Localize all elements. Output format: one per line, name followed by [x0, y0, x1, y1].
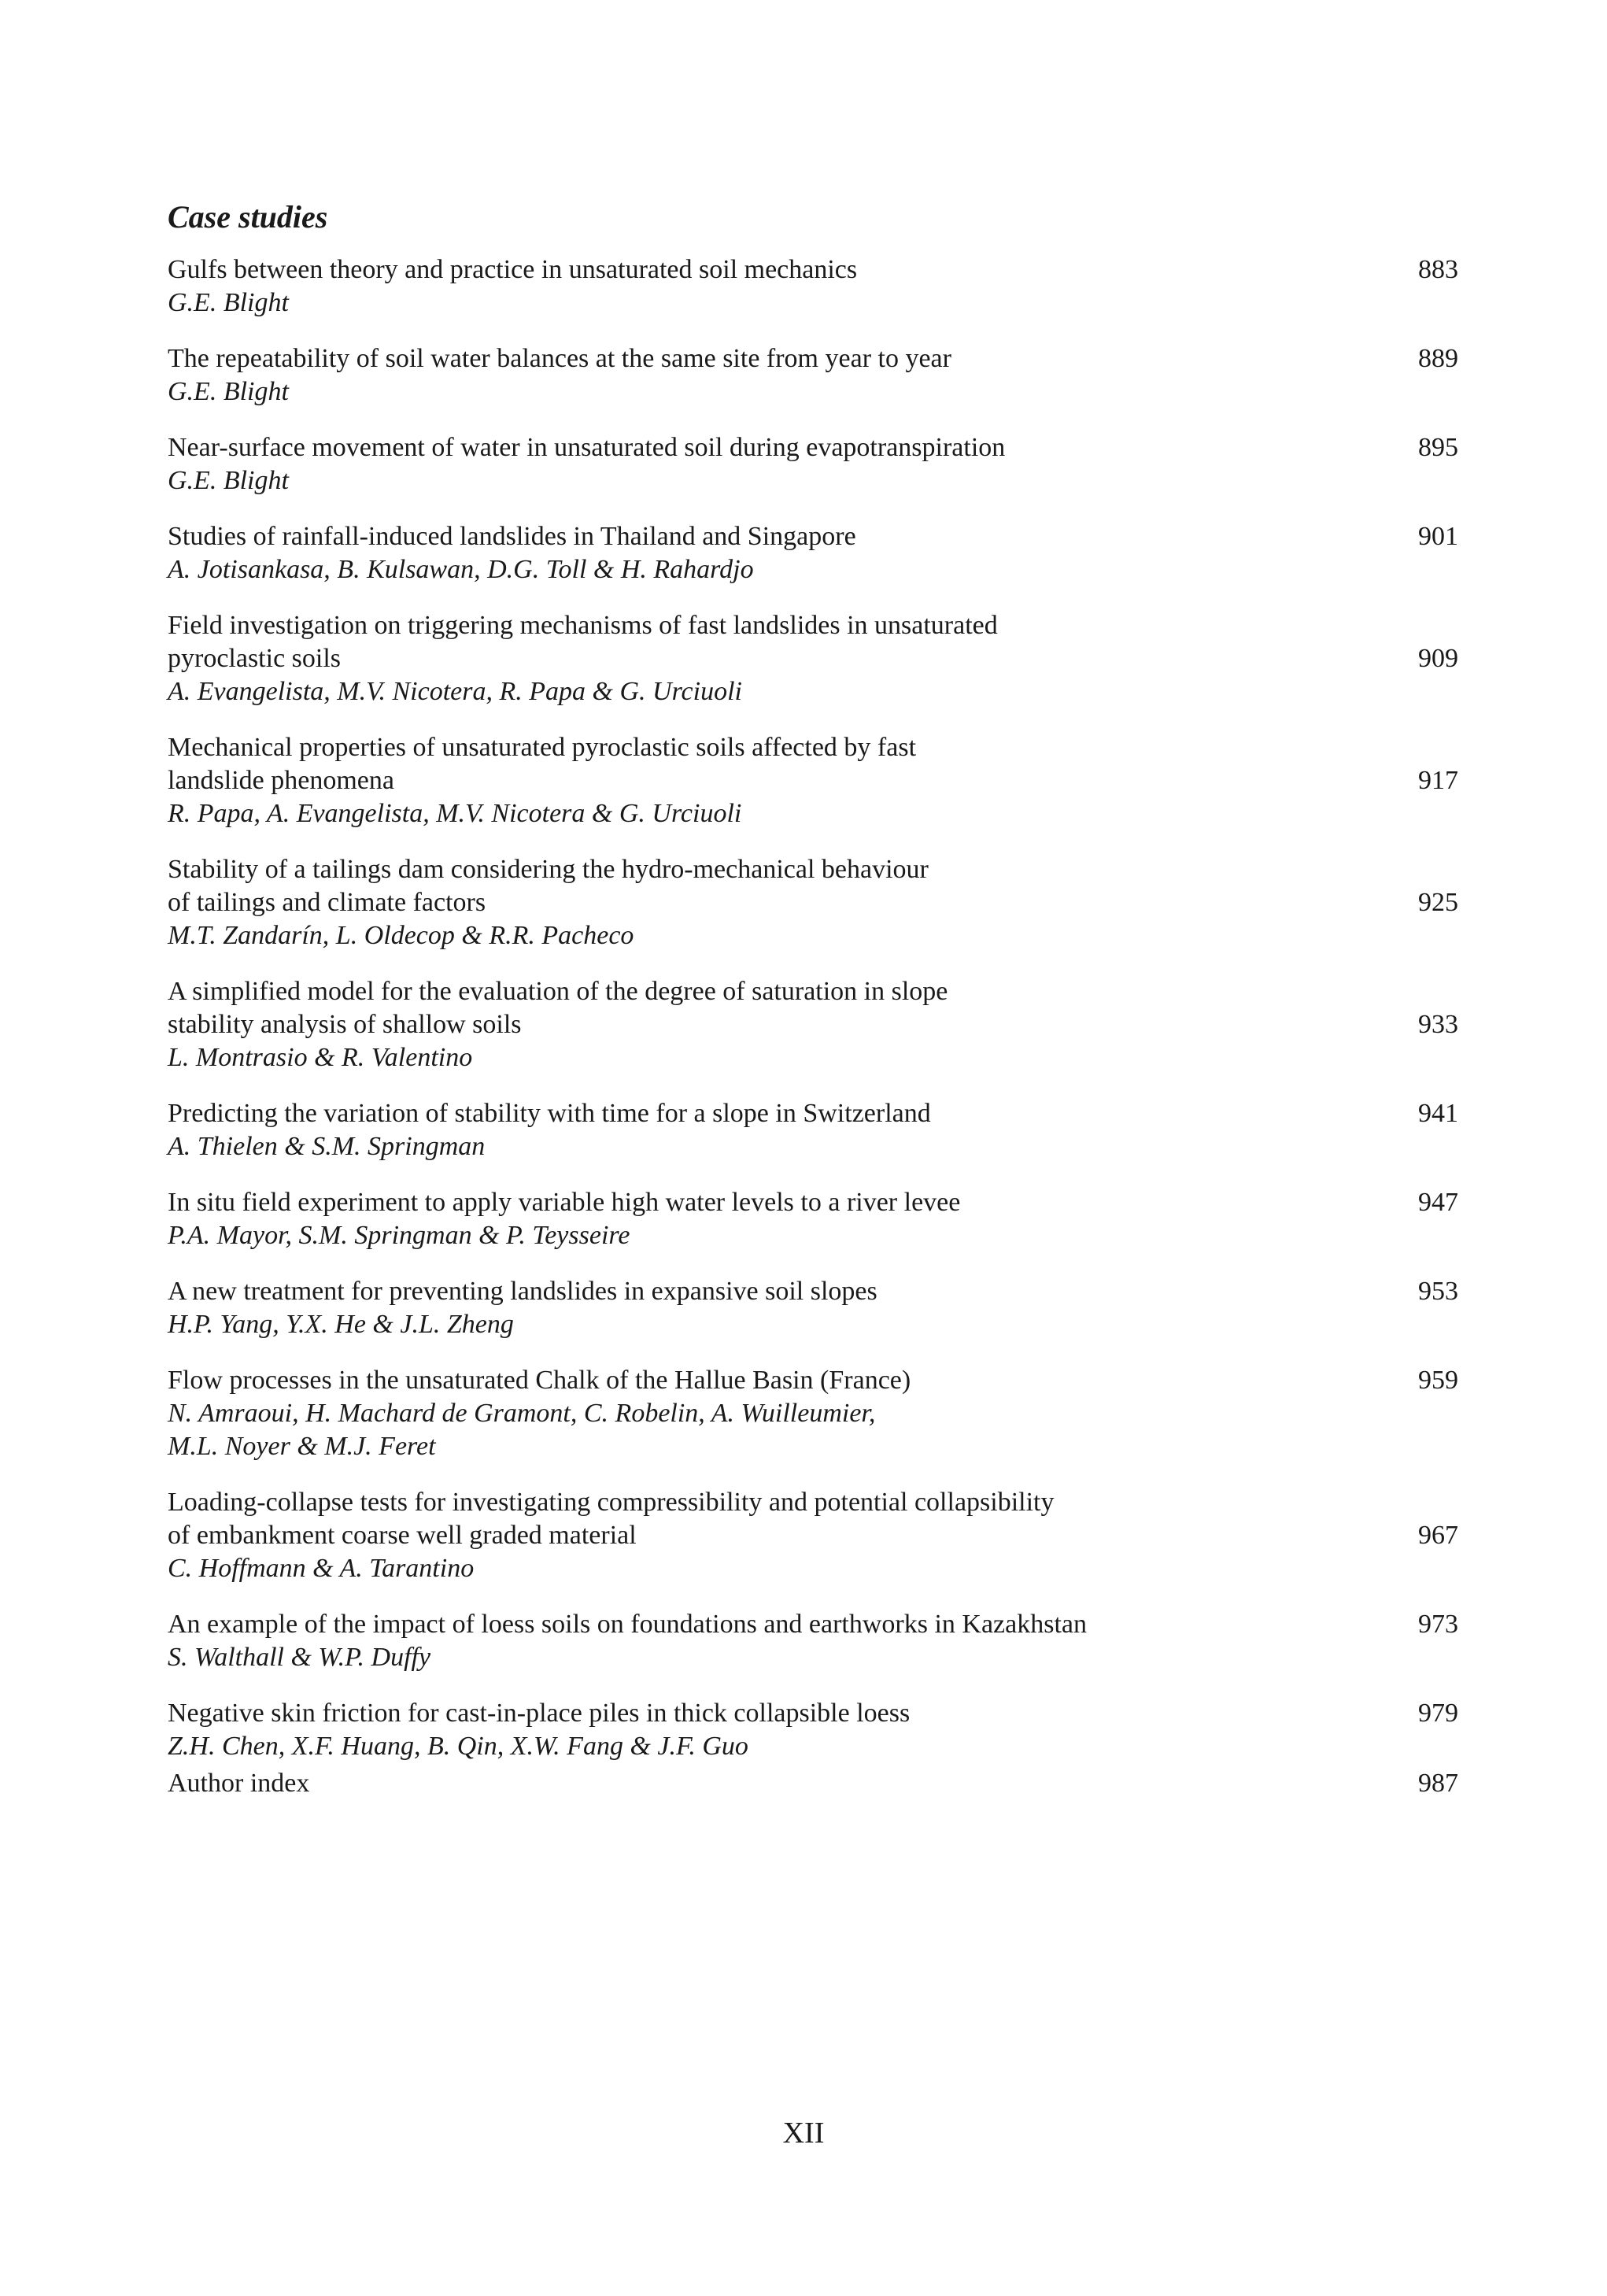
entry-authors: R. Papa, A. Evangelista, M.V. Nicotera & G. Urciuoli	[168, 799, 742, 828]
entry-title-line: pyroclastic soils	[168, 644, 342, 673]
entry-authors-line: N. Amraoui, H. Machard de Gramont, C. Robelin, A. Wuilleumier,	[168, 1399, 876, 1428]
entry-authors: C. Hoffmann & A. Tarantino	[168, 1554, 475, 1583]
entry-title: Negative skin friction for cast-in-place piles in thick collapsible loess	[168, 1699, 911, 1728]
entry-page-number: 941	[1418, 1099, 1458, 1128]
entry-title-line: Mechanical properties of unsaturated pyroclastic soils affected by fast	[168, 733, 917, 762]
entry-page-number: 967	[1418, 1521, 1458, 1550]
entry-page-number: 901	[1418, 522, 1458, 551]
entry-page-number: 959	[1418, 1366, 1458, 1395]
entry-title-line: of tailings and climate factors	[168, 888, 486, 917]
author-index-page-number: 987	[1418, 1769, 1458, 1798]
toc-entry	[168, 1486, 1458, 1585]
entry-page-number: 947	[1418, 1188, 1458, 1217]
toc-entry	[168, 1364, 1458, 1463]
entry-title-line: Field investigation on triggering mechanisms of fast landslides in unsaturated	[168, 611, 998, 640]
entry-title: The repeatability of soil water balances at the same site from year to year	[168, 344, 951, 373]
entry-page-number: 953	[1418, 1277, 1458, 1306]
toc-entry	[168, 1608, 1458, 1674]
entry-title: Flow processes in the unsaturated Chalk of the Hallue Basin (France)	[168, 1366, 911, 1395]
entry-page-number: 925	[1418, 888, 1458, 917]
entry-page-number: 883	[1418, 255, 1458, 284]
entry-authors: G.E. Blight	[168, 466, 289, 495]
entry-title-line: A simplified model for the evaluation of the degree of saturation in slope	[168, 977, 948, 1006]
entry-title-line: Stability of a tailings dam considering the hydro-mechanical behaviour	[168, 855, 929, 884]
entry-authors-line: M.L. Noyer & M.J. Feret	[168, 1432, 436, 1461]
entry-title-line: of embankment coarse well graded material	[168, 1521, 637, 1550]
toc-entry	[168, 731, 1458, 830]
entry-authors: S. Walthall & W.P. Duffy	[168, 1643, 431, 1672]
entry-title: Studies of rainfall-induced landslides in Thailand and Singapore	[168, 522, 856, 551]
toc-entry	[168, 253, 1458, 320]
toc-entry	[168, 1097, 1458, 1163]
entry-title-line: Loading-collapse tests for investigating compressibility and potential collapsibility	[168, 1488, 1055, 1517]
author-index-entry	[168, 1767, 1458, 1800]
entry-title-line: landslide phenomena	[168, 766, 394, 795]
entry-title-line: stability analysis of shallow soils	[168, 1010, 522, 1039]
toc-entry	[168, 1186, 1458, 1252]
author-index-label: Author index	[168, 1769, 310, 1798]
entry-page-number: 889	[1418, 344, 1458, 373]
entry-title: An example of the impact of loess soils on foundations and earthworks in Kazakhstan	[168, 1610, 1088, 1639]
entry-authors: M.T. Zandarín, L. Oldecop & R.R. Pacheco	[168, 921, 634, 950]
toc-entry	[168, 1697, 1458, 1763]
toc-entry	[168, 342, 1458, 409]
entry-title: In situ field experiment to apply variable high water levels to a river levee	[168, 1188, 961, 1217]
entry-title: A new treatment for preventing landslides in expansive soil slopes	[168, 1277, 877, 1306]
entry-title: Gulfs between theory and practice in unsaturated soil mechanics	[168, 255, 858, 284]
toc-entry	[168, 975, 1458, 1074]
section-heading: Case studies	[168, 199, 328, 235]
entry-authors: G.E. Blight	[168, 288, 289, 317]
page-folio: XII	[782, 2117, 825, 2150]
toc-list	[168, 253, 1458, 1786]
entry-authors: P.A. Mayor, S.M. Springman & P. Teysseire	[168, 1221, 630, 1250]
entry-page-number: 895	[1418, 433, 1458, 462]
entry-authors: G.E. Blight	[168, 377, 289, 406]
entry-authors: Z.H. Chen, X.F. Huang, B. Qin, X.W. Fang & J.F. Guo	[168, 1732, 748, 1761]
entry-page-number: 979	[1418, 1699, 1458, 1728]
entry-title: Predicting the variation of stability with time for a slope in Switzerland	[168, 1099, 931, 1128]
entry-page-number: 917	[1418, 766, 1458, 795]
entry-authors: A. Evangelista, M.V. Nicotera, R. Papa & G. Urciuoli	[168, 677, 742, 706]
toc-entry	[168, 853, 1458, 952]
entry-authors: A. Jotisankasa, B. Kulsawan, D.G. Toll & H. Rahardjo	[168, 555, 754, 584]
entry-authors: L. Montrasio & R. Valentino	[168, 1043, 473, 1072]
entry-page-number: 973	[1418, 1610, 1458, 1639]
entry-title: Near-surface movement of water in unsaturated soil during evapotranspiration	[168, 433, 1006, 462]
toc-entry	[168, 609, 1458, 708]
entry-authors: H.P. Yang, Y.X. He & J.L. Zheng	[168, 1310, 514, 1339]
toc-entry	[168, 1275, 1458, 1341]
toc-entry	[168, 431, 1458, 497]
entry-page-number: 933	[1418, 1010, 1458, 1039]
entry-authors: A. Thielen & S.M. Springman	[168, 1132, 486, 1161]
entry-page-number: 909	[1418, 644, 1458, 673]
toc-entry	[168, 520, 1458, 586]
